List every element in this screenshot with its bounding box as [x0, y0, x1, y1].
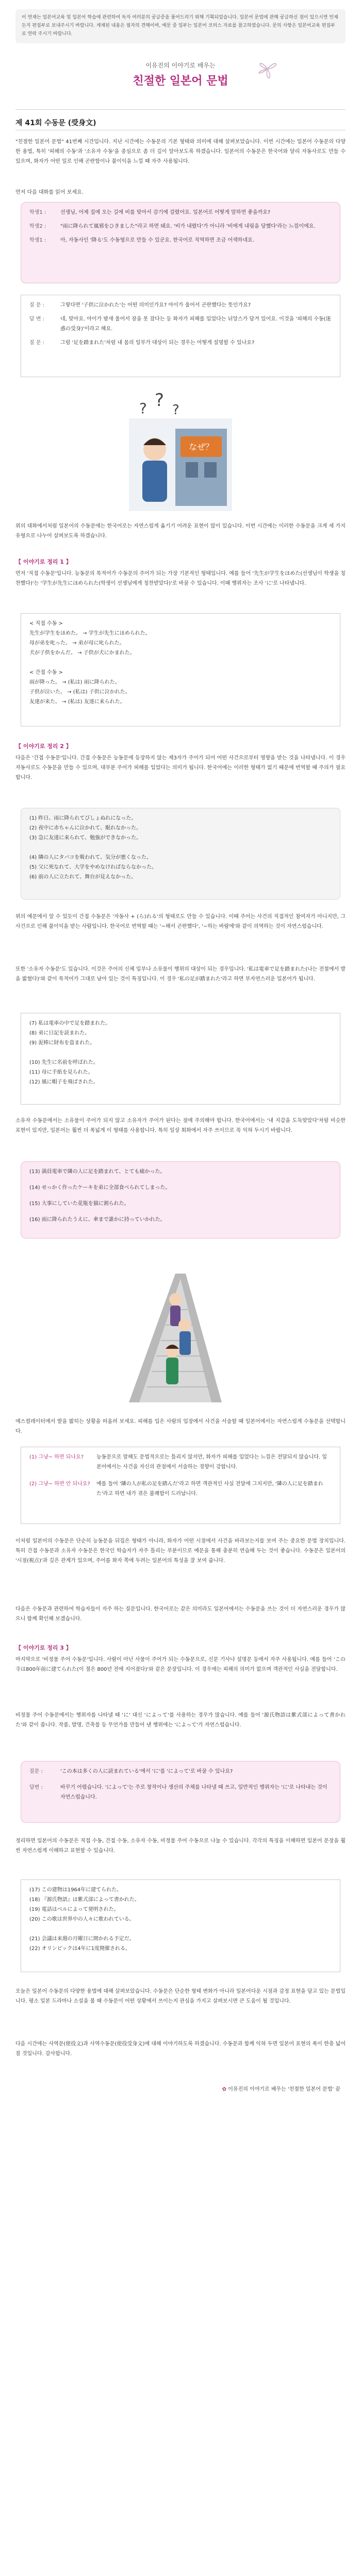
dialogue-line: 답 변 : 네, 맞아요. 아이가 밤새 울어서 잠을 못 잤다는 등 화자가 피해를 입었다는 뉘앙스가 담겨 있어요. 이것을 '피해의 수동(迷惑の受身)'이라고 해요.: [29, 316, 331, 332]
dialogue-line: 질문 : 'この本は多くの人に読まれている'에서 'に'를 'によって'로 바꿀 수 있나요?: [29, 1769, 233, 1774]
example-box-3: [21, 1013, 340, 1105]
example-line: (15) 大事にしていた花瓶を猫に割られた。: [29, 1201, 129, 1207]
example-box-2: [21, 808, 340, 900]
example-line: (5) 父に死なれて、大学をやめなければならなかった。: [29, 865, 157, 870]
paragraph: 정리하면 일본어의 수동문은 직접 수동, 간접 수동, 소유자 수동, 비정물 주어 수동으로 나눌 수 있습니다. 각각의 특징을 이해하면 일본어 문장을 훨씬 자연스럽게 이해하고 표현할 수 있습니다.: [15, 1838, 346, 1854]
dialogue-box-3: [21, 1761, 340, 1823]
example-line: 雨が降った。 → (私は) 雨に降られた。: [29, 680, 120, 685]
paragraph: 먼저 '직접 수동문'입니다. 능동문의 목적어가 수동문의 주어가 되는 가장 기본적인 형태입니다. 예를 들어 '先生が学生をほめた(선생님이 학생을 칭찬했다)'는 '学生が先生にほめられた(학생이 선생님에게 칭찬받았다)'로 바꿀 수 있습니다. 이때 행위자는 조사 'に'로 나타냅니다.: [15, 571, 346, 586]
section-heading: 【 이야기로 정리 2 】: [15, 743, 72, 750]
example-line: (18) 『源氏物語』は紫式部によって書かれた。: [29, 1897, 140, 1903]
example-line: 犬が子供をかんだ。 → 子供が犬にかまれた。: [29, 650, 135, 656]
intro-paragraph: 먼저 다음 대화를 읽어 보세요.: [15, 190, 84, 195]
sign-text: なぜ？: [188, 442, 214, 452]
example-line: (1) 昨日、雨に降られてびしょぬれになった。: [29, 816, 137, 821]
paragraph: 마지막으로 '비정물 주어 수동문'입니다. 사람이 아닌 사물이 주어가 되는 수동문으로, 신문 기사나 설명문 등에서 자주 사용됩니다. 예를 들어 'この寺は800年前に建てられた(이 절은 800년 전에 지어졌다)'와 같은 문장입니다. 이 경우에는 피해의 의미가 없으며 객관적인 사실을 전달합니다.: [15, 1657, 346, 1672]
example-line: (19) 電話はベルによって発明された。: [29, 1907, 119, 1912]
dialogue-box-2: [21, 295, 340, 377]
dialogue-line: 학생1 : 아, 자동사인 '降る'도 수동형으로 만들 수 있군요. 한국어로 직역하면 조금 어색하네요.: [29, 238, 254, 243]
example-line: (13) 満員電車で隣の人に足を踏まれて、とても痛かった。: [29, 1169, 166, 1175]
dialogue-line: 질 문 : 그럼 '足を踏まれた'처럼 내 몸의 일부가 대상이 되는 경우는 어떻게 설명할 수 있나요?: [29, 340, 255, 346]
top-note: 이 연재는 일본어교육 및 일본어 학습에 관련하여 독자 여러분의 궁금증을 풀어드리기 위해 기획되었습니다. 일본어 문법에 관해 궁금하신 점이 있으시면 언제든지 편집부로 보내주시기 바랍니다. 게재된 내용은 필자의 견해이며, 예문 중 일부는 일본어 코퍼스 자료를 참고하였습니다. 문의 사항은 일본어교육 편집부로 연락 주시기 바랍니다.: [15, 9, 346, 43]
example-line: < 직접 수동 >: [29, 621, 63, 626]
paragraph: 다음 시간에는 사역문(使役文)과 사역수동문(使役受身文)에 대해 이야기하도록 하겠습니다. 수동문과 함께 익혀 두면 일본어 표현의 폭이 한층 넓어질 것입니다. 감사합니다.: [15, 2041, 346, 2057]
paragraph: 에스컬레이터에서 발을 밟히는 상황을 떠올려 보세요. 피해를 입은 사람의 입장에서 사건을 서술할 때 일본어에서는 자연스럽게 수동문을 선택합니다.: [15, 1419, 346, 1434]
paragraph: 이처럼 일본어의 수동문은 단순히 능동문을 뒤집은 형태가 아니라, 화자가 어떤 시점에서 사건을 바라보는지를 보여 주는 중요한 문법 장치입니다. 특히 간접 수동문과 소유자 수동문은 한국인 학습자가 자주 틀리는 부분이므로 예문을 통해 충분히 연습해 두는 것이 좋습니다. 수동문은 일본어의 '시점(視点)'과 깊은 관계가 있으며, 주어를 화자 쪽에 두려는 일본어의 특성을 잘 보여 줍니다.: [15, 1538, 346, 1564]
example-line: 先生が学生をほめた。 → 学生が先生にほめられた。: [29, 631, 151, 636]
example-line: (3) 急に友達に来られて、勉強ができなかった。: [29, 835, 142, 841]
flower-icon: [252, 54, 283, 84]
qa-item: (2) 그냥~ 하면 안 되나요? 예를 들어 '隣の人が私の足を踏んだ'라고 하면 객관적인 사실 전달에 그치지만, '隣の人に足を踏まれた'라고 하면 내가 겪은 불쾌함이 드러납니다.: [29, 1481, 323, 1497]
svg-text:?: ?: [139, 400, 147, 417]
example-line: (14) せっかく作ったケーキを弟に全部食べられてしまった。: [29, 1185, 171, 1191]
example-line: 友達が来た。 → (私は) 友達に来られた。: [29, 699, 125, 705]
example-line: (17) この建物は1964年に建てられた。: [29, 1887, 122, 1893]
paragraph: 다음은 '간접 수동문'입니다. 간접 수동문은 능동문에 등장하지 않는 제3자가 주어가 되어 어떤 사건으로부터 영향을 받는 것을 나타냅니다. 이 경우 자동사로도 수동문을 만들 수 있으며, 대부분 주어가 피해를 입었다는 의미가 됩니다. 한국어에는 이러한 형태가 없기 때문에 번역할 때 주의가 필요합니다.: [15, 755, 346, 781]
example-box-1: [21, 613, 340, 726]
example-line: (12) 風に帽子を飛ばされた。: [29, 1079, 99, 1085]
paragraph: 다음은 수동문과 관련하여 학습자들이 자주 하는 질문입니다. 한국어로는 같은 의미라도 일본어에서는 수동문을 쓰는 것이 더 자연스러운 경우가 많으니 함께 확인해 보겠습니다.: [15, 1606, 346, 1622]
paragraph: 위의 대화에서처럼 일본어의 수동문에는 한국어로는 자연스럽게 옮기기 어려운 표현이 많이 있습니다. 이번 시간에는 이러한 수동문을 크게 세 가지 유형으로 나누어 살펴보도록 하겠습니다.: [15, 523, 346, 539]
example-line: (21) 会議は来週の月曜日に開かれる予定だ。: [29, 1936, 135, 1942]
series-subtitle: 이유진의 이야기로 배우는: [145, 62, 216, 69]
example-line: (6) 前の人に立たれて、舞台が見えなかった。: [29, 874, 137, 880]
example-line: (7) 私は電車の中で足を踏まれた。: [29, 1021, 111, 1026]
section-heading: 【 이야기로 정리 1 】: [15, 558, 72, 565]
question-marks-icon: [119, 387, 242, 515]
dialogue-line: 학생2 : "雨に降られて風邪をひきました"라고 하면 돼요. '비가 내렸다'가 아니라 '비에게 내림을 당했다'라는 느낌이에요.: [29, 224, 316, 229]
svg-text:?: ?: [155, 390, 165, 411]
example-line: (2) 夜中に赤ちゃんに泣かれて、眠れなかった。: [29, 825, 142, 831]
lesson-title: 제 41회 수동문 (受身文): [15, 119, 96, 127]
paragraph: 비정물 주어 수동문에서는 행위자를 나타낼 때 'に' 대신 'によって'를 사용하는 경우가 많습니다. 예를 들어 '源氏物語は紫式部によって書かれた'와 같이 씁니다. 작품, 발명, 건축물 등 무언가를 만들어 낸 행위에는 'によって'가 자연스럽습니다.: [15, 1713, 346, 1728]
paragraph: 또한 '소유자 수동문'도 있습니다. 이것은 주어의 신체 일부나 소유물이 행위의 대상이 되는 경우입니다. '私は電車で足を踏まれた(나는 전철에서 발을 밟혔다)'와 같이 목적어가 그대로 남아 있는 것이 특징입니다. 이 경우 '私の足が踏まれた'라고 하면 부자연스러운 일본어가 됩니다.: [15, 967, 346, 982]
series-title: 친절한 일본어 문법: [133, 75, 228, 88]
example-line: (4) 隣の人にタバコを吸われて、気分が悪くなった。: [29, 855, 152, 860]
dialogue-line: 질 문 : 그렇다면 '子供に泣かれた'는 어떤 의미인가요? 아이가 울어서 곤란했다는 뜻인가요?: [29, 302, 251, 308]
example-line: (11) 母に手紙を見られた。: [29, 1070, 93, 1075]
dialogue-line: 답변 : 바꾸기 어렵습니다. 'によって'는 주로 창작이나 생산의 주체를 나타낼 때 쓰고, 일반적인 행위자는 'に'로 나타내는 것이 자연스럽습니다.: [29, 1785, 327, 1800]
escalator-illustration: [98, 1253, 263, 1408]
example-line: (10) 先生に名前を呼ばれた。: [29, 1060, 99, 1065]
dialogue-box-1: [21, 202, 340, 283]
dialogue-line: 학생1 : 선생님, 어제 집에 오는 길에 비를 맞아서 감기에 걸렸어요. 일본어로 어떻게 말하면 좋을까요?: [29, 210, 271, 215]
example-line: < 간접 수동 >: [29, 670, 63, 675]
qa-item: (1) 그냥~ 하면 되나요? 능동문으로 말해도 문법적으로는 틀리지 않지만, 화자가 피해를 입었다는 느낌은 전달되지 않습니다. 일본어에서는 사건을 자신의 관점에서 서술하는 경향이 강합니다.: [29, 1454, 327, 1470]
example-line: (22) オリンピックは4年に1度開催される。: [29, 1946, 131, 1952]
section-heading: 【 이야기로 정리 3 】: [15, 1645, 72, 1651]
example-line: 母が弟を叱った。 → 弟が母に叱られた。: [29, 640, 125, 646]
qa-box: [21, 1447, 340, 1524]
paragraph: 오늘은 일본어 수동문의 다양한 용법에 대해 살펴보았습니다. 수동문은 단순한 형태 변화가 아니라 일본어다운 시점과 감정 표현을 담고 있는 문법입니다. 평소 일본 드라마나 소설을 볼 때 수동문이 어떤 상황에서 쓰이는지 관심을 가지고 살펴보시면 큰 도움이 될 것입니다.: [15, 1989, 346, 2004]
example-box-4: [21, 1161, 340, 1239]
paragraph: 위의 예문에서 알 수 있듯이 간접 수동문은 '자동사 + (ら)れる'의 형태로도 만들 수 있습니다. 이때 주어는 사건의 직접적인 참여자가 아니지만, 그 사건으로 인해 불이익을 받는 사람입니다. 한국어로 번역할 때는 '~해서 곤란했다', '~하는 바람에'와 같이 의역하는 것이 자연스럽습니다.: [15, 914, 346, 929]
paragraph: 소유자 수동문에서는 소유물이 주어가 되지 않고 소유자가 주어가 된다는 점에 주의해야 합니다. 한국어에서는 '내 지갑을 도둑맞았다'처럼 비슷한 표현이 있지만, 일본어는 훨씬 더 폭넓게 이 형태를 사용합니다. 특히 일상 회화에서 자주 쓰이므로 꼭 익혀 두시기 바랍니다.: [15, 1118, 346, 1133]
example-line: (20) この歌は世界中の人々に歌われている。: [29, 1917, 135, 1922]
example-line: (9) 泥棒に財布を盗まれた。: [29, 1040, 95, 1046]
intro-paragraph: "친절한 일본어 문법" 41번째 시간입니다. 지난 시간에는 수동문의 기본 형태와 의미에 대해 살펴보았습니다. 이번 시간에는 일본어 수동문의 다양한 용법, 특히 '피해의 수동'과 '소유자 수동'을 중심으로 좀 더 깊이 알아보도록 하겠습니다. 일본어의 수동문은 한국어와 달리 자동사로도 만들 수 있으며, 화자가 어떤 일로 인해 곤란함이나 불이익을 느낄 때 자주 사용됩니다.: [15, 139, 346, 164]
example-line: (8) 弟に日記を読まれた。: [29, 1030, 90, 1036]
example-line: (16) 雨に降られたうえに、傘まで誰かに持っていかれた。: [29, 1217, 166, 1223]
footer-icon: ✿: [222, 2087, 227, 2092]
example-box-5: [21, 1879, 340, 1972]
footer-credit: ✿ 이유진의 이야기로 배우는 '친절한 일본어 문법' 끝: [222, 2087, 340, 2092]
svg-text:?: ?: [172, 402, 179, 418]
example-line: 子供が泣いた。 → (私は) 子供に泣かれた。: [29, 689, 130, 695]
divider: [15, 109, 346, 110]
